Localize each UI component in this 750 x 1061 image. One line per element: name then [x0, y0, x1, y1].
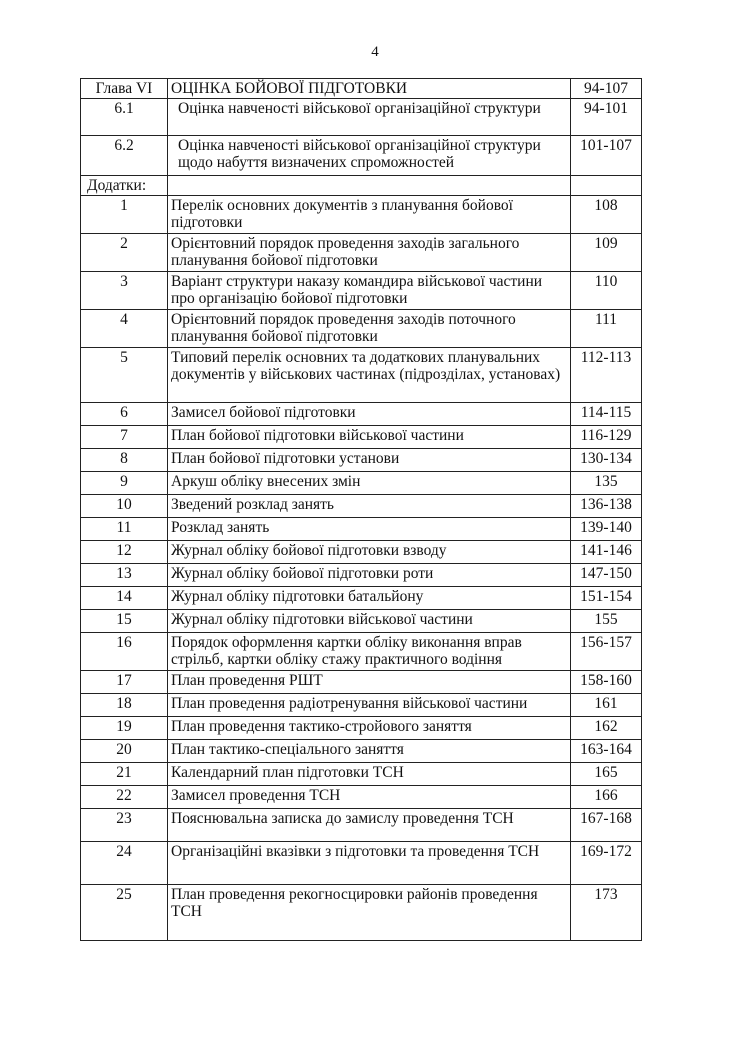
appendix-number: 10	[81, 495, 168, 518]
appendix-number: 2	[81, 234, 168, 272]
appendix-number: 21	[81, 763, 168, 786]
appendix-pages: 116-129	[571, 426, 642, 449]
appendix-pages: 156-157	[571, 633, 642, 671]
appendix-number: 19	[81, 717, 168, 740]
chapter-number: Глава VI	[81, 79, 168, 99]
appendix-row	[81, 633, 642, 671]
appendix-row	[81, 541, 642, 564]
appendix-number: 3	[81, 272, 168, 310]
appendix-pages: 139-140	[571, 518, 642, 541]
appendix-title: Журнал обліку бойової підготовки взводу	[168, 541, 571, 564]
appendix-number: 20	[81, 740, 168, 763]
appendix-row	[81, 786, 642, 809]
appendix-row	[81, 717, 642, 740]
appendix-pages: 111	[571, 310, 642, 348]
appendix-title: Перелік основних документів з планування бойової підготовки	[168, 196, 571, 234]
appendix-pages: 173	[571, 885, 642, 941]
appendix-title: План проведення тактико-стройового заняття	[168, 717, 571, 740]
appendix-pages: 151-154	[571, 587, 642, 610]
appendices-label: Додатки:	[81, 176, 168, 196]
appendix-row	[81, 809, 642, 842]
appendix-title: Аркуш обліку внесених змін	[168, 472, 571, 495]
section-title: Оцінка навченості військової організаційної структури	[168, 99, 571, 136]
appendix-row	[81, 694, 642, 717]
appendix-title: План бойової підготовки установи	[168, 449, 571, 472]
appendix-row	[81, 234, 642, 272]
appendix-number: 25	[81, 885, 168, 941]
appendix-number: 6	[81, 403, 168, 426]
appendix-title: Журнал обліку бойової підготовки роти	[168, 564, 571, 587]
appendix-pages: 169-172	[571, 842, 642, 885]
appendix-row	[81, 272, 642, 310]
appendix-row	[81, 885, 642, 941]
appendix-number: 5	[81, 348, 168, 403]
appendix-row	[81, 564, 642, 587]
chapter-row	[81, 79, 642, 99]
appendix-row	[81, 518, 642, 541]
appendix-number: 11	[81, 518, 168, 541]
appendix-pages: 166	[571, 786, 642, 809]
appendix-row	[81, 495, 642, 518]
appendix-pages: 135	[571, 472, 642, 495]
appendix-pages: 165	[571, 763, 642, 786]
appendix-pages: 109	[571, 234, 642, 272]
appendix-title: Організаційні вказівки з підготовки та проведення ТСН	[168, 842, 571, 885]
appendix-row	[81, 348, 642, 403]
appendix-title: Пояснювальна записка до замислу проведення ТСН	[168, 809, 571, 842]
section-row	[81, 99, 642, 136]
chapter-title: ОЦІНКА БОЙОВОЇ ПІДГОТОВКИ	[168, 79, 571, 99]
appendix-row	[81, 426, 642, 449]
appendix-title: Варіант структури наказу командира військової частини про організацію бойової підготовки	[168, 272, 571, 310]
appendix-pages: 155	[571, 610, 642, 633]
appendix-pages: 162	[571, 717, 642, 740]
appendix-pages: 167-168	[571, 809, 642, 842]
appendix-row	[81, 449, 642, 472]
appendix-row	[81, 310, 642, 348]
appendix-pages: 130-134	[571, 449, 642, 472]
appendix-number: 22	[81, 786, 168, 809]
appendix-row	[81, 610, 642, 633]
appendix-title: Розклад занять	[168, 518, 571, 541]
appendix-title: Журнал обліку підготовки військової частини	[168, 610, 571, 633]
appendix-row	[81, 740, 642, 763]
appendix-title: План бойової підготовки військової частини	[168, 426, 571, 449]
appendix-pages: 108	[571, 196, 642, 234]
appendix-pages: 158-160	[571, 671, 642, 694]
appendix-number: 7	[81, 426, 168, 449]
table-of-contents	[80, 78, 642, 941]
appendix-row	[81, 763, 642, 786]
appendix-title: План проведення РШТ	[168, 671, 571, 694]
appendices-label-empty-pages	[571, 176, 642, 196]
appendix-number: 24	[81, 842, 168, 885]
section-title: Оцінка навченості військової організаційної структури щодо набуття визначених спроможностей	[168, 136, 571, 176]
appendix-title: Зведений розклад занять	[168, 495, 571, 518]
appendix-title: Журнал обліку підготовки батальйону	[168, 587, 571, 610]
page-number: 4	[371, 44, 379, 60]
appendix-pages: 110	[571, 272, 642, 310]
appendix-pages: 161	[571, 694, 642, 717]
appendix-number: 13	[81, 564, 168, 587]
appendix-number: 12	[81, 541, 168, 564]
appendix-title: План тактико-спеціального заняття	[168, 740, 571, 763]
appendix-title: Календарний план підготовки ТСН	[168, 763, 571, 786]
appendix-title: Замисел бойової підготовки	[168, 403, 571, 426]
appendix-number: 15	[81, 610, 168, 633]
appendix-title: План проведення рекогносцировки районів проведення ТСН	[168, 885, 571, 941]
appendix-number: 8	[81, 449, 168, 472]
appendix-number: 14	[81, 587, 168, 610]
appendix-pages: 141-146	[571, 541, 642, 564]
appendix-title: План проведення радіотренування військової частини	[168, 694, 571, 717]
appendices-label-empty	[168, 176, 571, 196]
appendix-pages: 112-113	[571, 348, 642, 403]
appendix-title: Типовий перелік основних та додаткових планувальних документів у військових частинах (підрозділах, установах)	[168, 348, 571, 403]
appendix-row	[81, 472, 642, 495]
appendix-row	[81, 196, 642, 234]
section-number: 6.1	[81, 99, 168, 136]
appendix-pages: 147-150	[571, 564, 642, 587]
appendix-title: Порядок оформлення картки обліку виконання вправ стрільб, картки обліку стажу практичного водіння	[168, 633, 571, 671]
appendix-pages: 114-115	[571, 403, 642, 426]
appendix-number: 23	[81, 809, 168, 842]
appendix-row	[81, 587, 642, 610]
section-number: 6.2	[81, 136, 168, 176]
appendix-row	[81, 671, 642, 694]
appendix-number: 17	[81, 671, 168, 694]
toc-body	[81, 79, 642, 941]
appendix-number: 18	[81, 694, 168, 717]
appendices-label-row	[81, 176, 642, 196]
appendix-title: Замисел проведення ТСН	[168, 786, 571, 809]
section-pages: 94-101	[571, 99, 642, 136]
appendix-number: 4	[81, 310, 168, 348]
appendix-row	[81, 842, 642, 885]
appendix-row	[81, 403, 642, 426]
section-pages: 101-107	[571, 136, 642, 176]
appendix-number: 16	[81, 633, 168, 671]
appendix-title: Орієнтовний порядок проведення заходів поточного планування бойової підготовки	[168, 310, 571, 348]
appendix-number: 9	[81, 472, 168, 495]
appendix-title: Орієнтовний порядок проведення заходів загального планування бойової підготовки	[168, 234, 571, 272]
appendix-number: 1	[81, 196, 168, 234]
section-row	[81, 136, 642, 176]
chapter-pages: 94-107	[571, 79, 642, 99]
appendix-pages: 136-138	[571, 495, 642, 518]
appendix-pages: 163-164	[571, 740, 642, 763]
